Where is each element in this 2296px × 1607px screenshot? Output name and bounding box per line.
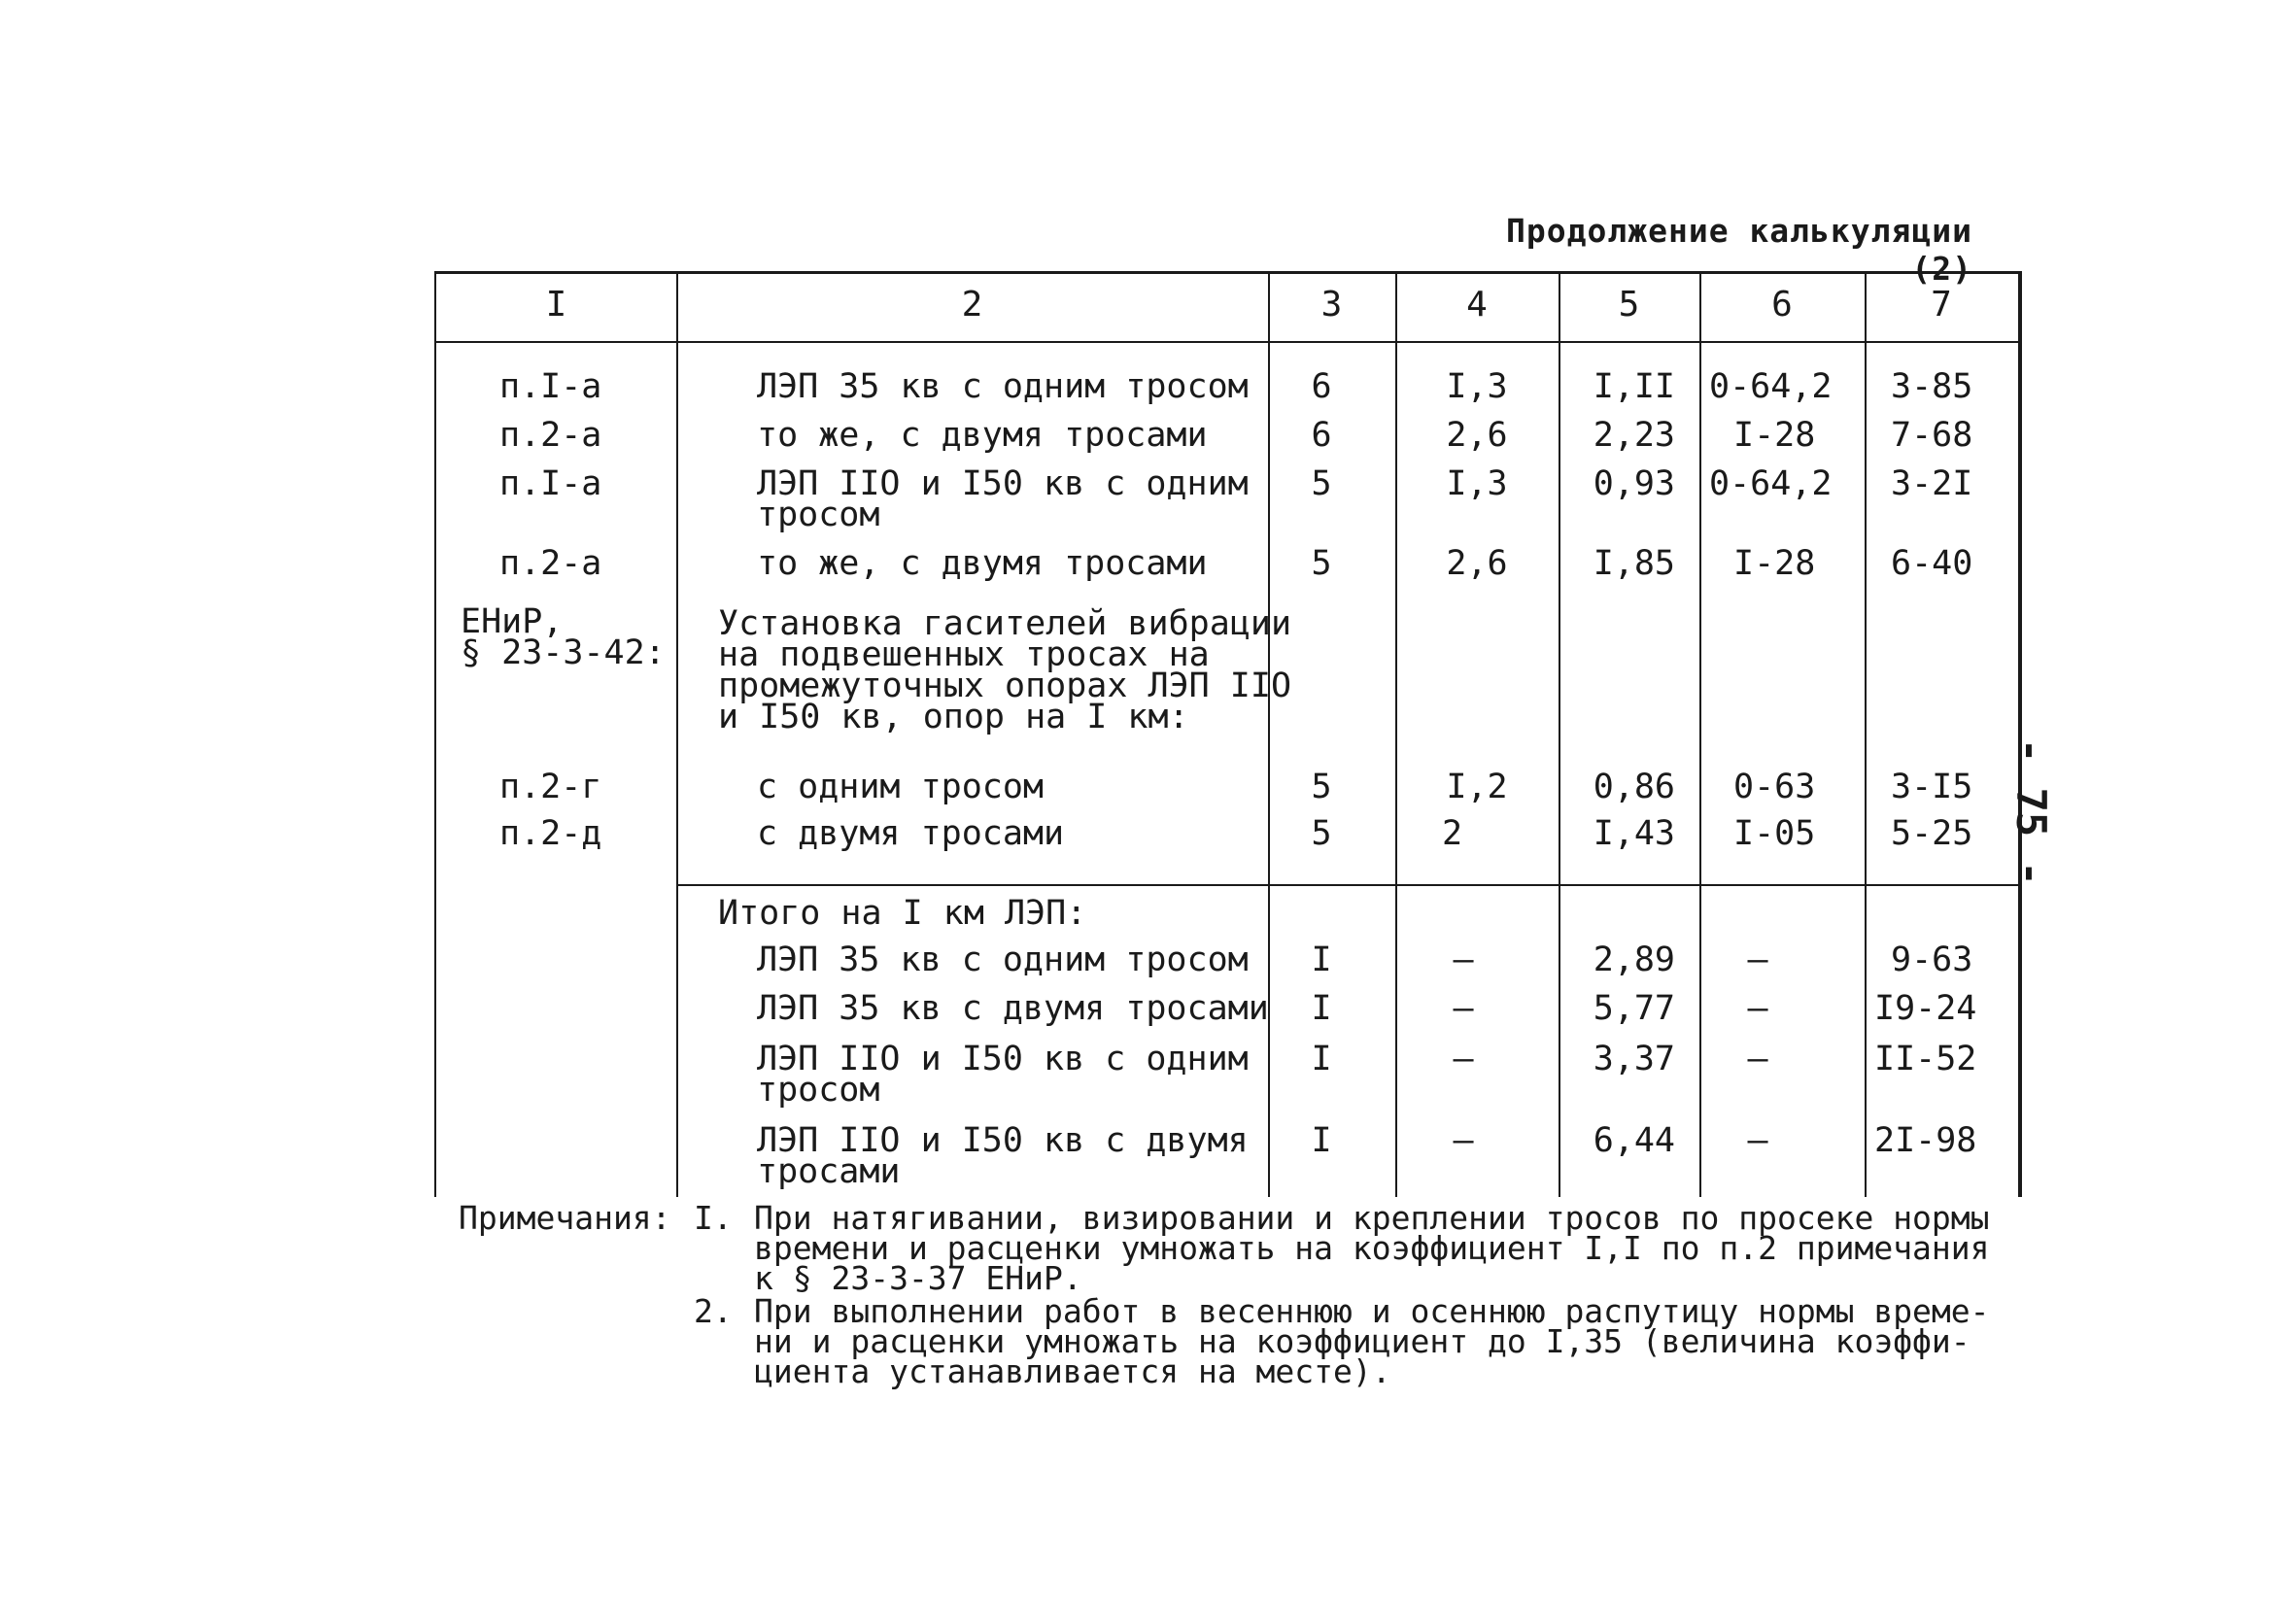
row-col4: 2,6 bbox=[1446, 416, 1508, 455]
row-col7: 6-40 bbox=[1891, 544, 1973, 583]
col-divider bbox=[676, 274, 678, 1197]
row-col4: I,3 bbox=[1446, 464, 1508, 503]
row-col5: I,85 bbox=[1593, 544, 1675, 583]
totals-text: ЛЭП 35 кв с двумя тросами bbox=[757, 989, 1269, 1028]
header-col-1: I bbox=[545, 285, 567, 325]
totals-col5: 2,89 bbox=[1593, 940, 1675, 979]
totals-col5: 3,37 bbox=[1593, 1040, 1675, 1078]
section-ref: ЕНиР, § 23-3-42: bbox=[461, 602, 666, 672]
row-text: ЛЭП 35 кв с одним тросом bbox=[757, 367, 1249, 406]
row-col6: I-28 bbox=[1733, 416, 1816, 455]
row-col4: 2,6 bbox=[1446, 544, 1508, 583]
row-col3: 5 bbox=[1311, 814, 1332, 853]
row-col5: 0,86 bbox=[1593, 768, 1675, 806]
totals-col4: – bbox=[1453, 1121, 1474, 1160]
header-col-5: 5 bbox=[1618, 285, 1640, 325]
row-col7: 5-25 bbox=[1891, 814, 1973, 853]
totals-col4: – bbox=[1453, 989, 1474, 1028]
row-col7: 3-85 bbox=[1891, 367, 1973, 406]
row-ref: п.2-г bbox=[499, 768, 602, 806]
row-col3: 5 bbox=[1311, 544, 1332, 583]
row-col6: I-05 bbox=[1733, 814, 1816, 853]
note-text: При натягивании, визировании и креплении тросов по просеке нормы времени и расценки умножать на коэффициент I,I по п.2 примечания к § 23-3-37 ЕНиР. bbox=[754, 1199, 1990, 1297]
row-col6: 0-64,2 bbox=[1709, 367, 1833, 406]
totals-col6: – bbox=[1747, 989, 1768, 1028]
totals-col7: 9-63 bbox=[1891, 940, 1973, 979]
totals-col3: I bbox=[1311, 1040, 1332, 1078]
row-text: с двумя тросами bbox=[757, 814, 1065, 853]
totals-col6: – bbox=[1747, 1121, 1768, 1160]
row-ref: п.2-а bbox=[499, 544, 602, 583]
col-divider bbox=[1865, 274, 1867, 1197]
note-number: 2. bbox=[694, 1292, 733, 1330]
header-col-6: 6 bbox=[1771, 285, 1793, 325]
row-col4: I,3 bbox=[1446, 367, 1508, 406]
totals-divider bbox=[676, 884, 2018, 886]
row-text: то же, с двумя тросами bbox=[757, 416, 1208, 455]
header-col-7: 7 bbox=[1931, 285, 1952, 325]
row-text: то же, с двумя тросами bbox=[757, 544, 1208, 583]
note-text: При выполнении работ в весеннюю и осеннюю распутицу нормы време- ни и расценки умножать на коэффициент до I,35 (величина коэффи- циента устанавливается на месте). bbox=[754, 1292, 1990, 1390]
row-col7: 3-2I bbox=[1891, 464, 1973, 503]
row-text: ЛЭП IIO и I50 кв с одним тросом bbox=[757, 464, 1249, 534]
row-ref: п.2-а bbox=[499, 416, 602, 455]
page-number: - 75 - bbox=[2007, 738, 2055, 886]
row-col3: 6 bbox=[1311, 367, 1332, 406]
totals-col7: I9-24 bbox=[1874, 989, 1977, 1028]
totals-text: ЛЭП 35 кв с одним тросом bbox=[757, 940, 1249, 979]
row-col6: 0-64,2 bbox=[1709, 464, 1833, 503]
totals-col3: I bbox=[1311, 1121, 1332, 1160]
header-col-4: 4 bbox=[1466, 285, 1488, 325]
totals-col6: – bbox=[1747, 1040, 1768, 1078]
row-text: с одним тросом bbox=[757, 768, 1045, 806]
row-col4: I,2 bbox=[1446, 768, 1508, 806]
totals-col5: 5,77 bbox=[1593, 989, 1675, 1028]
totals-col7: 2I-98 bbox=[1874, 1121, 1977, 1160]
header-col-2: 2 bbox=[961, 285, 983, 325]
totals-text: ЛЭП IIО и I50 кв с одним тросом bbox=[757, 1040, 1249, 1110]
row-ref: п.I-а bbox=[499, 464, 602, 503]
calculation-table bbox=[434, 271, 2022, 1197]
row-col4: 2 bbox=[1442, 814, 1463, 853]
section-text: Установка гасителей вибрации на подвешенных тросах на промежуточных опорах ЛЭП IIO и I50 кв, опор на I км: bbox=[718, 604, 1292, 736]
totals-col5: 6,44 bbox=[1593, 1121, 1675, 1160]
row-ref: п.2-д bbox=[499, 814, 602, 853]
totals-title: Итого на I км ЛЭП: bbox=[718, 894, 1087, 933]
totals-text: ЛЭП IIO и I50 кв с двумя тросами bbox=[757, 1121, 1249, 1191]
totals-col7: II-52 bbox=[1874, 1040, 1977, 1078]
row-col6: I-28 bbox=[1733, 544, 1816, 583]
row-col3: 5 bbox=[1311, 464, 1332, 503]
row-col5: 2,23 bbox=[1593, 416, 1675, 455]
row-col3: 5 bbox=[1311, 768, 1332, 806]
row-col7: 7-68 bbox=[1891, 416, 1973, 455]
totals-col6: – bbox=[1747, 940, 1768, 979]
row-col5: 0,93 bbox=[1593, 464, 1675, 503]
caption: Продолжение калькуляции (2) bbox=[1506, 212, 1972, 288]
notes-label: Примечания: bbox=[459, 1199, 671, 1237]
row-col5: I,II bbox=[1593, 367, 1675, 406]
row-col7: 3-I5 bbox=[1891, 768, 1973, 806]
row-col3: 6 bbox=[1311, 416, 1332, 455]
totals-col4: – bbox=[1453, 940, 1474, 979]
totals-col3: I bbox=[1311, 989, 1332, 1028]
row-col6: 0-63 bbox=[1733, 768, 1816, 806]
header-col-3: 3 bbox=[1320, 285, 1343, 325]
row-col5: I,43 bbox=[1593, 814, 1675, 853]
totals-col4: – bbox=[1453, 1040, 1474, 1078]
row-ref: п.I-а bbox=[499, 367, 602, 406]
totals-col3: I bbox=[1311, 940, 1332, 979]
header-divider bbox=[436, 341, 2018, 343]
note-number: I. bbox=[694, 1199, 733, 1237]
